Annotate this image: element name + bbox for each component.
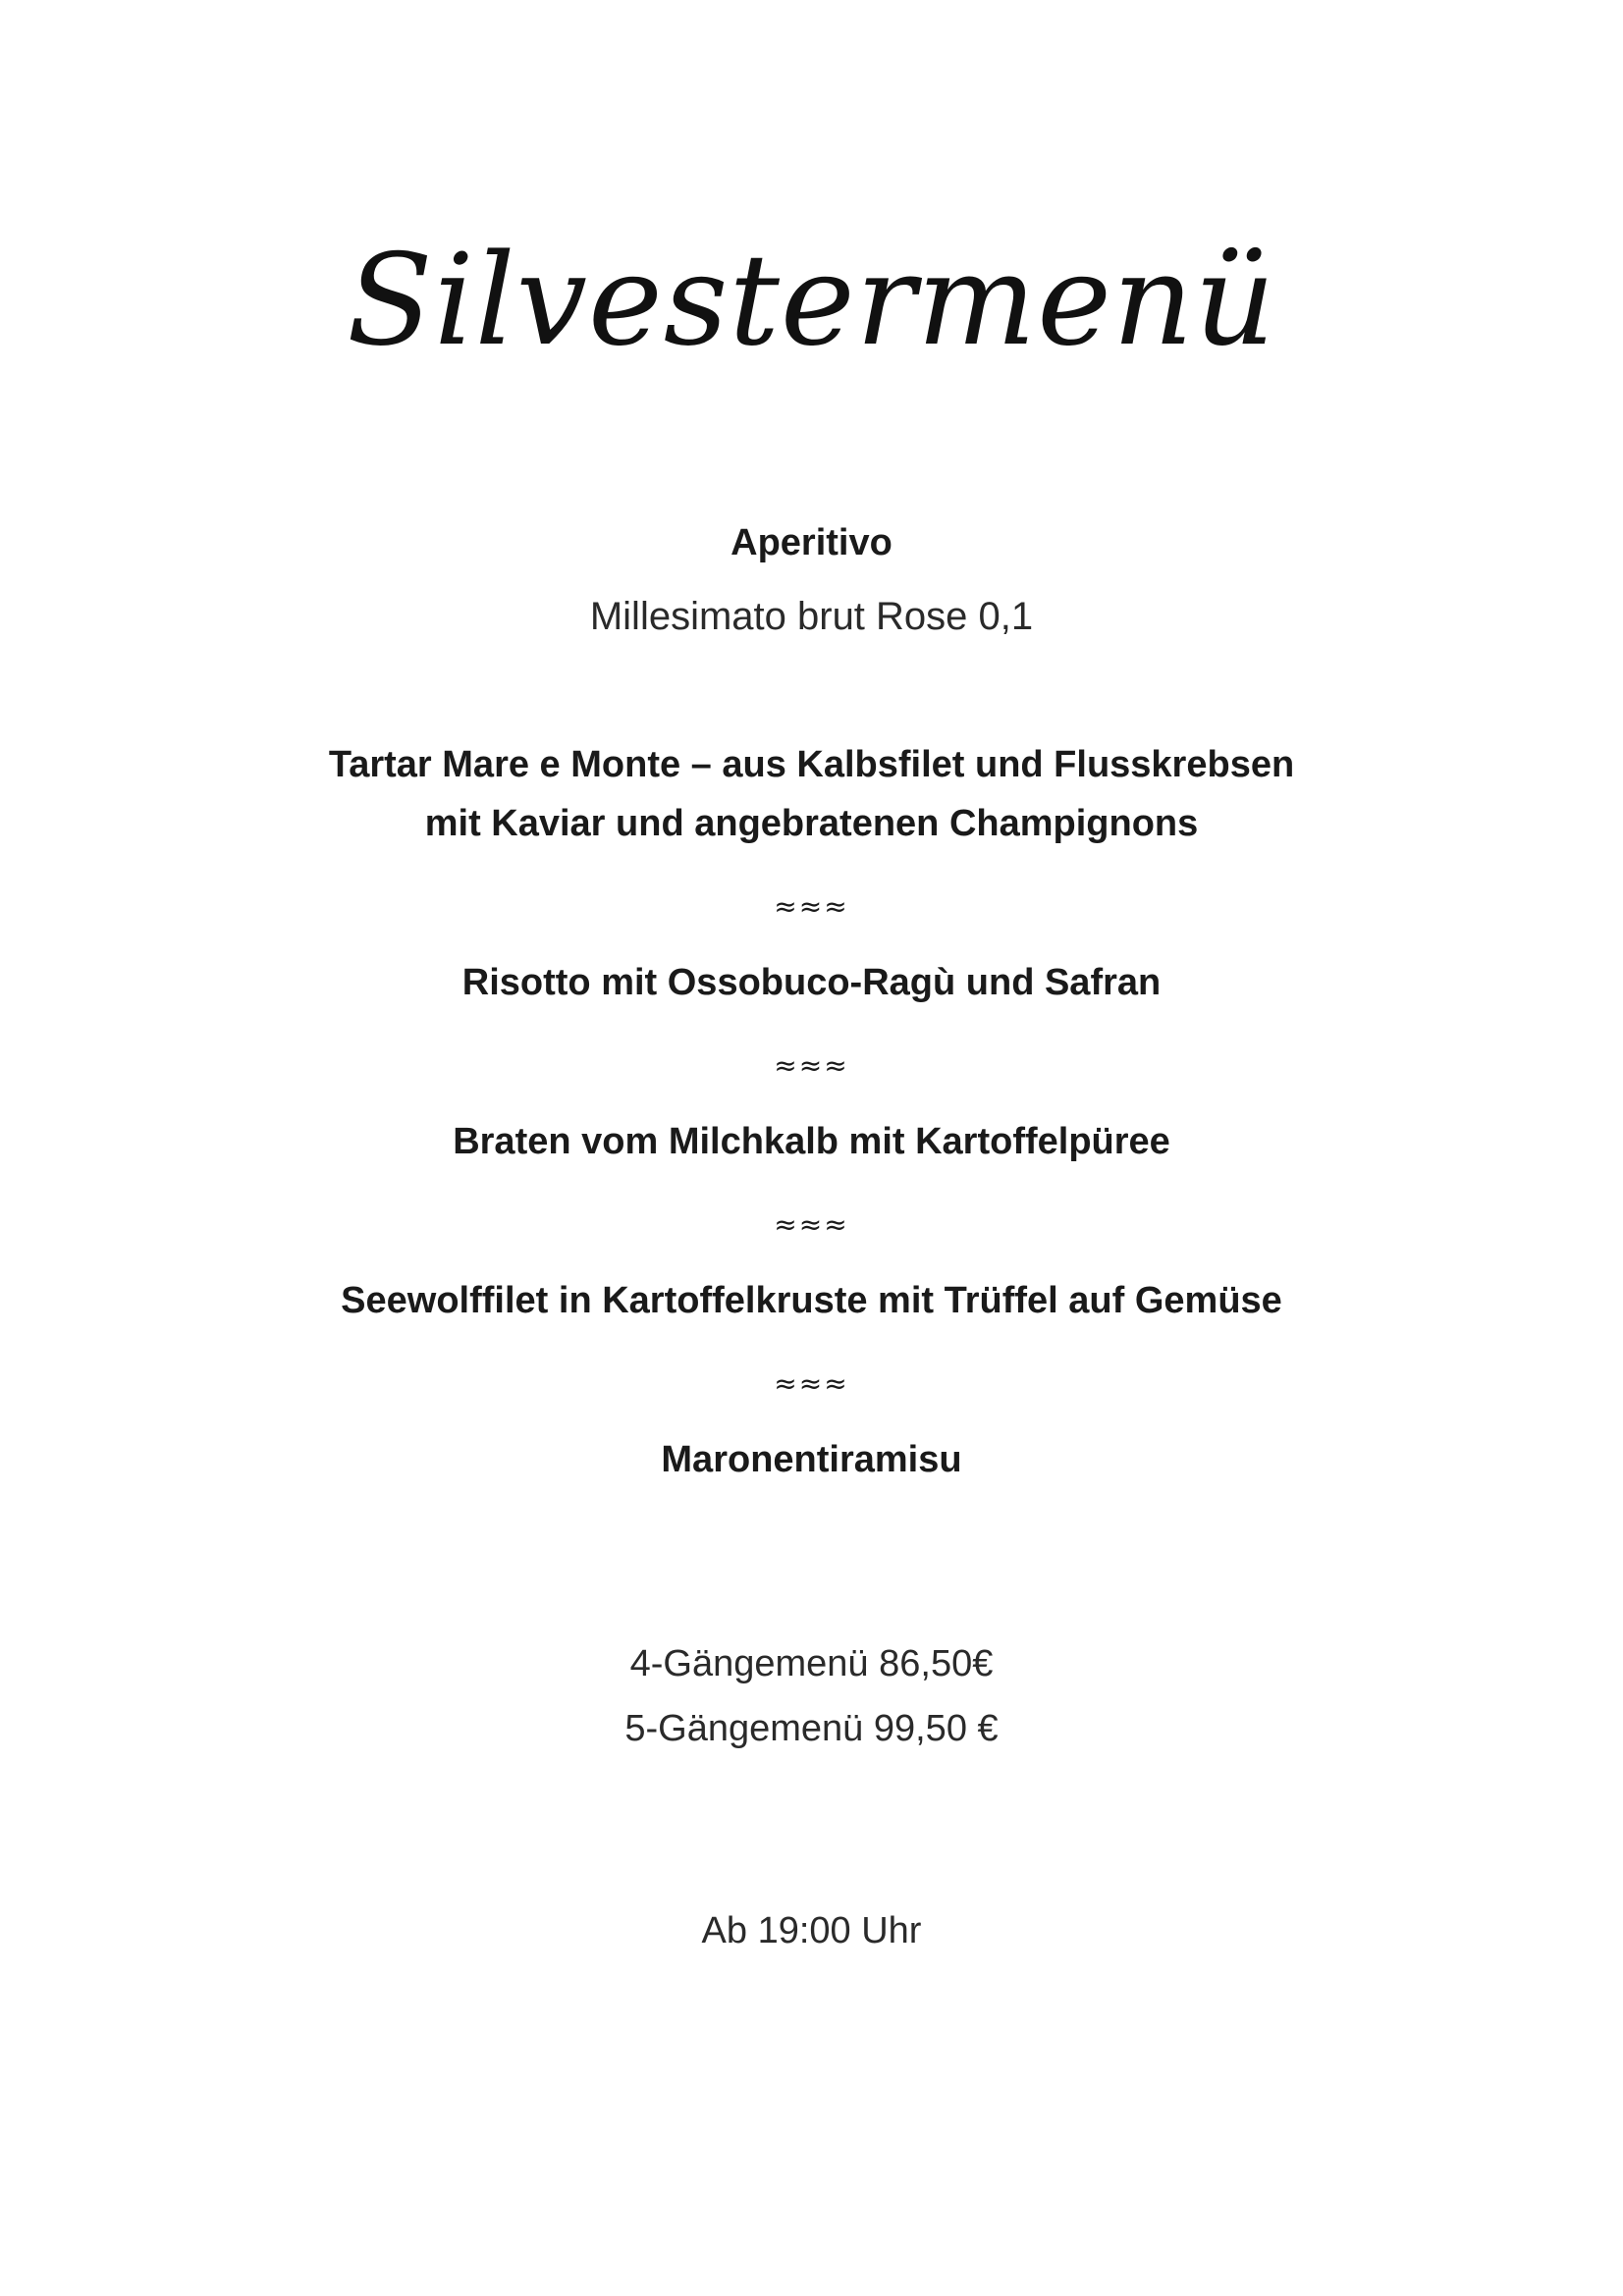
course-5: Maronentiramisu	[661, 1439, 962, 1480]
course-separator: ≈≈≈	[774, 890, 849, 923]
price-4-course: 4-Gängemenü 86,50€	[629, 1643, 994, 1684]
aperitivo-label: Aperitivo	[730, 522, 893, 563]
course-separator: ≈≈≈	[774, 1367, 849, 1400]
menu-title: Silvestermenü	[347, 228, 1276, 374]
price-5-course: 5-Gängemenü 99,50 €	[624, 1708, 999, 1749]
course-2: Risotto mit Ossobuco-Ragù und Safran	[461, 962, 1162, 1003]
start-time: Ab 19:00 Uhr	[701, 1910, 922, 1951]
course-4: Seewolffilet in Kartoffelkruste mit Trüffel auf Gemüse	[341, 1280, 1282, 1321]
aperitivo-drink: Millesimato brut Rose 0,1	[589, 595, 1034, 638]
course-3: Braten vom Milchkalb mit Kartoffelpüree	[453, 1121, 1170, 1162]
course-separator: ≈≈≈	[774, 1208, 849, 1241]
course-separator: ≈≈≈	[774, 1049, 849, 1082]
course-1-line-1: Tartar Mare e Monte – aus Kalbsfilet und Flusskrebsen	[328, 744, 1295, 785]
course-1-line-2: mit Kaviar und angebratenen Champignons	[424, 803, 1199, 844]
